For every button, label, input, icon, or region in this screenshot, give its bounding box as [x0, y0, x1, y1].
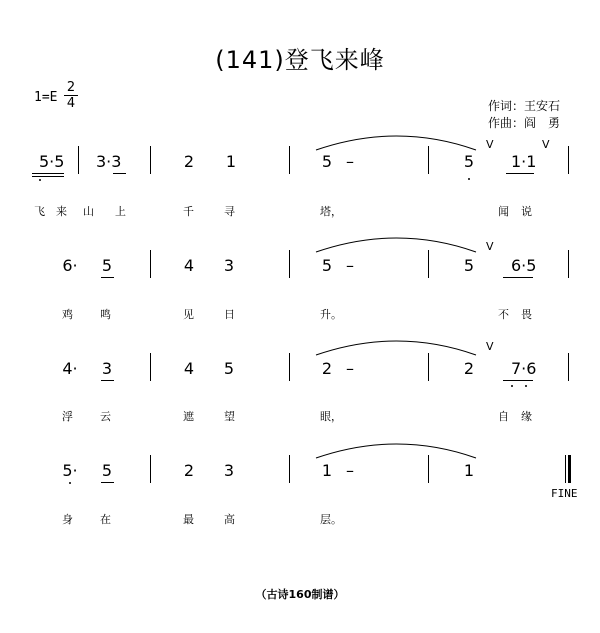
note: 4: [183, 256, 195, 275]
note: 5: [463, 256, 475, 275]
note: 1: [225, 152, 237, 171]
underline: [32, 176, 64, 177]
lyricist-credit: 作词：王安石: [488, 99, 561, 113]
note: 5·5: [39, 152, 65, 171]
note: 5: [321, 152, 333, 171]
note: 5: [101, 461, 113, 480]
note: 5·: [62, 461, 78, 480]
note: 2: [463, 359, 475, 378]
lyric: 升。: [320, 308, 342, 321]
tie-arc: [316, 136, 476, 150]
bar-line: [150, 146, 151, 174]
bar-line: [78, 146, 79, 174]
bar-line: [150, 353, 151, 381]
note: 6·5: [511, 256, 537, 275]
bar-line: [289, 250, 290, 278]
fine-mark: FINE: [551, 487, 578, 500]
lyric: 高: [224, 513, 235, 526]
dash: –: [346, 359, 354, 378]
lyric: 遮: [183, 410, 194, 423]
bar-line: [289, 146, 290, 174]
bar-line: [289, 353, 290, 381]
lyric: 缘: [521, 410, 532, 423]
footer-credit: （古诗160制谱）: [255, 588, 345, 601]
note: 5: [321, 256, 333, 275]
bar-line: [428, 146, 429, 174]
note: 5: [223, 359, 235, 378]
breath-mark: V: [486, 240, 494, 253]
note: 3: [101, 359, 113, 378]
note: 3: [223, 461, 235, 480]
bar-line: [568, 146, 569, 174]
breath-mark: V: [486, 340, 494, 353]
breath-mark: V: [542, 138, 550, 151]
lyric: 眼，: [320, 410, 342, 423]
lyric: 飞: [34, 205, 45, 218]
note: 5: [101, 256, 113, 275]
bar-line: [150, 250, 151, 278]
bar-line: [428, 455, 429, 483]
note: 3: [223, 256, 235, 275]
lyric: 山: [83, 205, 94, 218]
low-dot: [511, 385, 513, 387]
note: 5: [463, 152, 475, 171]
bar-line: [150, 455, 151, 483]
lyric: 层。: [320, 513, 342, 526]
note: 2: [183, 152, 195, 171]
lyric: 浮: [62, 410, 73, 423]
dash: –: [346, 152, 354, 171]
low-dot: [525, 385, 527, 387]
note: 1: [321, 461, 333, 480]
lyric: 畏: [521, 308, 532, 321]
low-dot: [468, 178, 470, 180]
dash: –: [346, 256, 354, 275]
tie-arc: [316, 238, 476, 252]
lyric: 上: [115, 205, 126, 218]
lyric: 不: [498, 308, 509, 321]
bar-line: [568, 353, 569, 381]
note: 7·6: [511, 359, 537, 378]
underline: [503, 380, 533, 381]
page-title: (141)登飞来峰: [215, 46, 385, 74]
dash: –: [346, 461, 354, 480]
underline: [32, 173, 64, 174]
lyric: 寻: [224, 205, 235, 218]
underline: [101, 380, 114, 381]
lyric: 来: [56, 205, 67, 218]
underline: [503, 277, 533, 278]
tie-arc: [316, 444, 476, 458]
key-signature: 1=E: [34, 90, 58, 105]
breath-mark: V: [486, 138, 494, 151]
note: 2: [183, 461, 195, 480]
time-signature-bottom: 4: [64, 95, 78, 111]
bar-line: [428, 353, 429, 381]
lyric: 鸣: [100, 308, 111, 321]
note: 4·: [62, 359, 78, 378]
lyric: 塔，: [320, 205, 342, 218]
note: 4: [183, 359, 195, 378]
lyric: 见: [183, 308, 194, 321]
lyric: 鸡: [62, 308, 73, 321]
note: 2: [321, 359, 333, 378]
underline: [101, 277, 114, 278]
lyric: 千: [183, 205, 194, 218]
note: 3·3: [96, 152, 122, 171]
lyric: 闻: [498, 205, 509, 218]
lyric: 望: [224, 410, 235, 423]
tie-arc: [316, 341, 476, 355]
note: 6·: [62, 256, 78, 275]
time-signature-top: 2: [66, 80, 76, 95]
lyric: 最: [183, 513, 194, 526]
lyric: 在: [100, 513, 111, 526]
underline: [101, 482, 114, 483]
lyric: 说: [521, 205, 532, 218]
lyric: 日: [224, 308, 235, 321]
underline: [113, 173, 126, 174]
lyric: 身: [62, 513, 73, 526]
bar-line: [568, 250, 569, 278]
lyric: 云: [100, 410, 111, 423]
note: 1: [463, 461, 475, 480]
lyric: 自: [498, 410, 509, 423]
composer-credit: 作曲：阎 勇: [488, 116, 561, 130]
bar-line: [428, 250, 429, 278]
bar-line: [289, 455, 290, 483]
final-bar-thick: [568, 455, 571, 483]
note: 1·1: [511, 152, 537, 171]
low-dot: [69, 482, 71, 484]
final-bar-thin: [565, 455, 566, 483]
low-dot: [39, 179, 41, 181]
underline: [506, 173, 534, 174]
